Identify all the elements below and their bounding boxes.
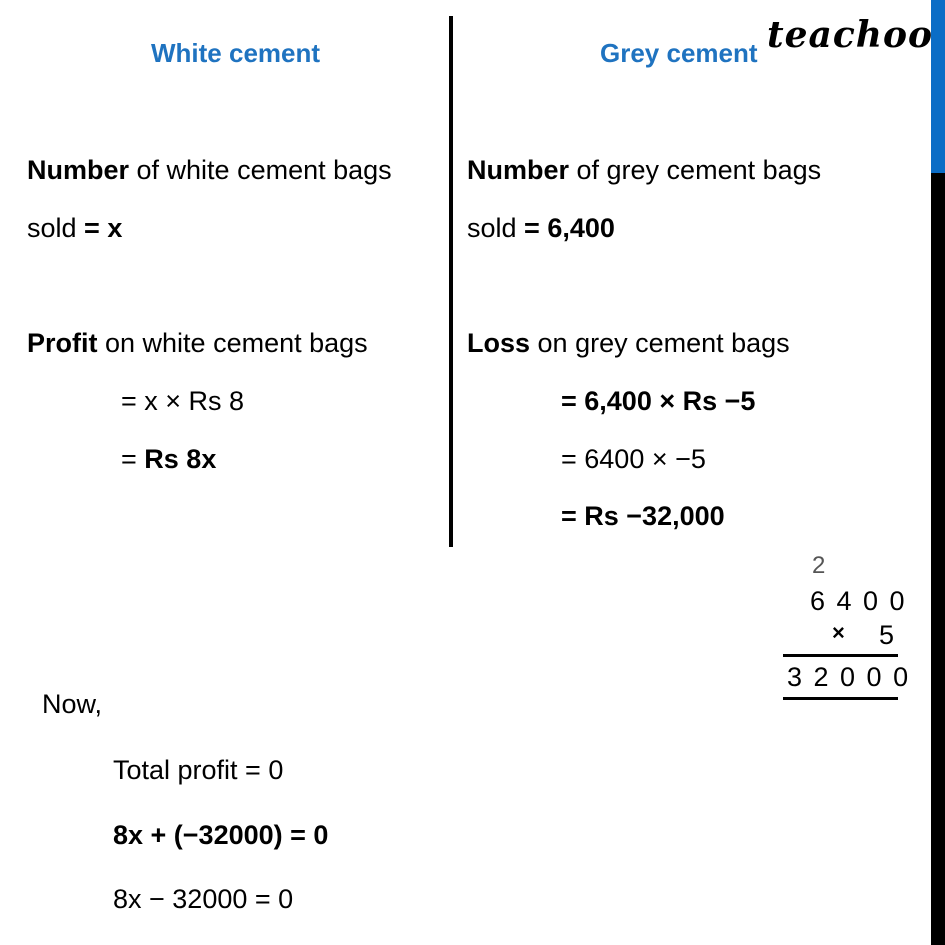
equation-simplified: 8x − 32000 = 0: [113, 884, 294, 914]
multiplier: 5: [879, 620, 897, 650]
grey-number-text: of grey cement bags: [569, 155, 822, 185]
white-result-value: Rs 8x: [144, 444, 217, 474]
white-sold-value: = x: [84, 213, 123, 243]
equation-total-profit: Total profit = 0: [113, 755, 284, 785]
multiplication-result: 3 2 0 0 0: [787, 662, 911, 692]
grey-loss-label: Loss: [467, 328, 531, 358]
grey-loss-calc: = 6,400 × Rs −5: [561, 386, 756, 416]
white-number-line: [27, 154, 392, 186]
multiplication-rule-bottom: [783, 697, 898, 700]
grey-sold-value: = 6,400: [524, 213, 615, 243]
white-sold-text: sold: [27, 213, 85, 243]
now-label: Now,: [42, 689, 103, 719]
sidebar-accent-blue: [931, 0, 945, 173]
white-profit-text: on white cement bags: [97, 328, 368, 358]
equation-sum: 8x + (−32000) = 0: [113, 820, 329, 850]
multiplicand: 6 4 0 0: [810, 586, 907, 616]
teachoo-logo: teachoo: [767, 14, 933, 56]
grey-sold-line: [467, 212, 615, 244]
grey-loss-text: on grey cement bags: [530, 328, 790, 358]
white-number-label: Number: [27, 155, 130, 185]
grey-number-line: [467, 154, 821, 186]
grey-sold-text: sold: [467, 213, 525, 243]
heading-grey-cement: Grey cement: [600, 38, 758, 68]
white-number-text: of white cement bags: [129, 155, 392, 185]
grey-loss-calc2: = 6400 × −5: [561, 444, 706, 474]
grey-loss-line: [467, 327, 790, 359]
multiply-operator: ×: [832, 620, 847, 645]
sidebar-accent-black: [931, 173, 945, 945]
white-profit-label: Profit: [27, 328, 98, 358]
white-sold-line: [27, 212, 122, 244]
heading-white-cement: White cement: [151, 38, 321, 68]
grey-loss-result: = Rs −32,000: [561, 501, 725, 531]
column-divider: [449, 16, 453, 547]
multiplication-rule-top: [783, 654, 898, 657]
white-profit-line: [27, 327, 368, 359]
white-profit-result: [121, 443, 216, 475]
white-profit-calc: = x × Rs 8: [121, 386, 245, 416]
white-result-eq: =: [121, 444, 145, 474]
grey-number-label: Number: [467, 155, 570, 185]
carry-digit: 2: [812, 552, 828, 579]
